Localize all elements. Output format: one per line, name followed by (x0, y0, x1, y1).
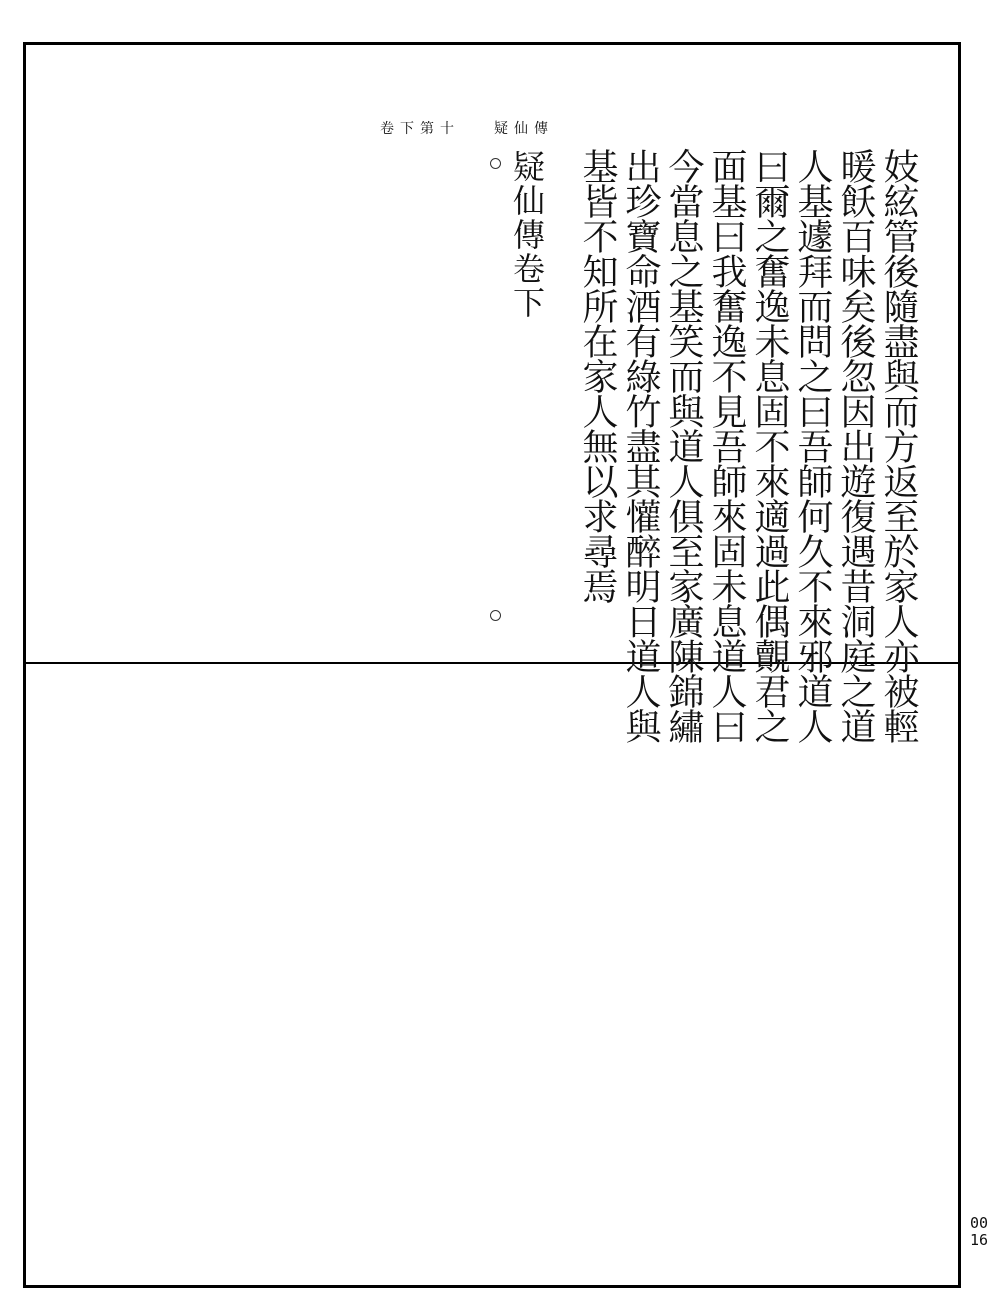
circle-mark-top (490, 158, 501, 169)
text-column-7: 出珍寶命酒有綠竹盡其懽醉明日道人與 (620, 148, 661, 743)
text-column-4: 曰爾之奮逸未息固不來適過此偶覿君之 (749, 148, 790, 743)
text-column-6: 今當息之基笑而與道人俱至家廣陳錦繡 (663, 148, 704, 743)
text-column-8: 基皆不知所在家人無以求尋焉 (577, 148, 618, 603)
header-book-title: 疑仙傳 (494, 121, 554, 137)
text-column-5: 面基曰我奮逸不見吾師來固未息道人曰 (706, 148, 747, 743)
running-header (380, 118, 554, 138)
page-number: 0016 (969, 1214, 989, 1249)
closing-title: 疑仙傳卷下 (508, 150, 546, 320)
circle-mark-bottom (490, 610, 501, 621)
text-column-1: 妓絃管後隨盡與而方返至於家人亦被輕 (878, 148, 919, 743)
text-column-3: 人基遽拜而問之曰吾師何久不來邪道人 (792, 148, 833, 743)
text-column-2: 暖飫百味矣後忽因出遊復遇昔洞庭之道 (835, 148, 876, 743)
header-volume: 卷下第十 (380, 121, 460, 137)
